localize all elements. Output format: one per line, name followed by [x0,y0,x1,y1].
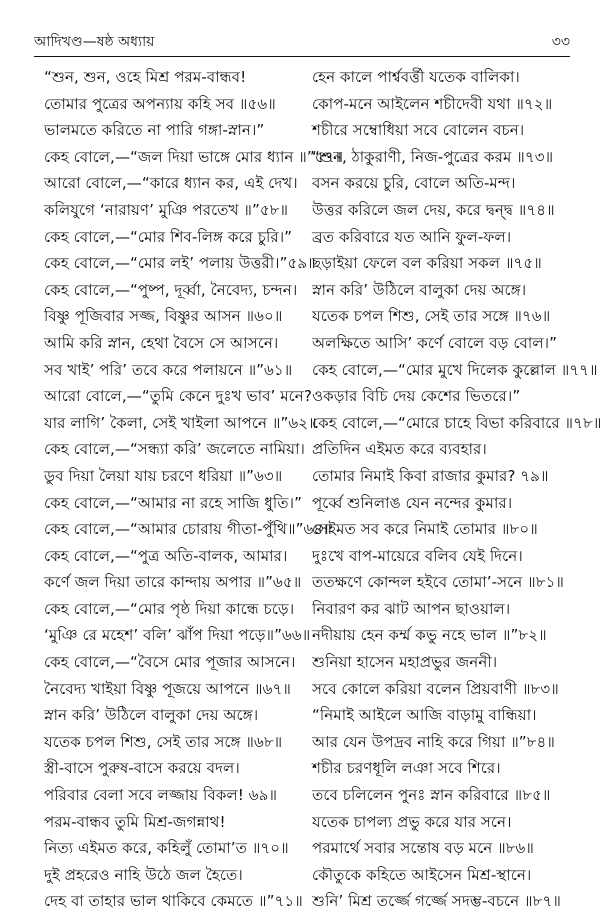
page-header [34,30,570,52]
verse-line: আরো বোলে,—“কারে ধ্যান কর, এই দেখ। [44,174,298,193]
verse-line: কলিযুগে ‘নারায়ণ’ মুঞি পরতেখ ॥”৫৮॥ [44,200,289,219]
verse-line: আমি করি স্নান, হেথা বৈসে সে আসনে। [44,333,279,352]
verse-line: পূর্ব্বে শুনিলাঙ যেন নন্দের কুমার। [312,493,513,512]
verse-line: দুই প্রহরেও নাহি উঠে জল হৈতে। [44,865,243,884]
verse-line: ডুব দিয়া লৈয়া যায় চরণে ধরিয়া ॥”৬৩॥ [44,466,283,485]
verse-line: কর্ণে জল দিয়া তারে কান্দায় অপার ॥”৬৫॥ [44,573,302,592]
verse-line: দেহ বা তাহার ভাল থাকিবে কেমতে ॥”৭১॥ [44,892,303,911]
verse-line: কেহ বোলে,—“জল দিয়া ভাঙ্গে মোর ধ্যান ॥”৫৭॥ [44,147,344,166]
verse-line: যতেক চাপল্য প্রভু করে যার সনে। [312,812,512,831]
left-column [44,64,344,915]
verse-line: “শুন, ঠাকুরাণী, নিজ-পুত্রের করম ॥৭৩॥ [312,147,554,166]
verse-line: কেহ বোলে,—“মোর পৃষ্ঠ দিয়া কান্ধে চড়ে। [44,599,295,618]
verse-line: কেহ বোলে,—“মোর শিব-লিঙ্গ করে চুরি।” [44,227,293,246]
verse-line: কোপ-মনে আইলেন শচীদেবী যথা ॥৭২॥ [312,94,553,113]
verse-line: ‘মুঞি রে মহেশ’ বলি’ ঝাঁপ দিয়া পড়ে॥”৬৬॥ [44,626,311,645]
page-number: ৩৩ [551,34,570,50]
verse-line: পরমার্থে সবার সন্তোষ বড় মনে ॥৮৬॥ [312,839,535,858]
verse-line: কৌতুকে কহিতে আইসেন মিশ্র-স্থানে। [312,865,532,884]
verse-line: যতেক চপল শিশু, সেই তার সঙ্গে ॥৬৮॥ [44,732,283,751]
verse-line: যার লাগি’ কৈলা, সেই খাইলা আপনে ॥”৬২॥ [44,413,317,432]
right-column [312,64,601,915]
verse-line: স্নান করি’ উঠিলে বালুকা দেয় অঙ্গে। [312,280,527,299]
verse-line: কেহ বোলে,—“বৈসে মোর পূজার আসনে। [44,653,296,672]
verse-line: হেন কালে পার্শ্ববর্ত্তী যতেক বালিকা। [312,68,520,86]
verse-line: কেহ বোলে,—“আমার না রহে সাজি ধুতি।” [44,493,302,512]
verse-line: তোমার পুত্রের অপন্যায় কহি সব ॥৫৬॥ [44,94,276,113]
verse-line: নদীয়ায় হেন কর্ম্ম কভু নহে ভাল ॥”৮২॥ [312,626,547,645]
verse-line: ভালমতে করিতে না পারি গঙ্গা-স্নান।” [44,121,265,140]
verse-line: তোমার নিমাই কিবা রাজার কুমার? ৭৯॥ [312,466,549,485]
verse-line: আর যেন উপদ্রব নাহি করে গিয়া ॥”৮৪॥ [312,732,555,751]
verse-line: বসন করয়ে চুরি, বোলে অতি-মন্দ। [312,174,516,193]
verse-line: ওকড়ার বিচি দেয় কেশের ভিতরে।” [312,387,521,406]
verse-line: সেইমত সব করে নিমাই তোমার ॥৮০॥ [312,520,538,539]
verse-line: কেহ বোলে,—“মোর মুখে দিলেক কুল্লোল ॥৭৭॥ [312,360,598,379]
verse-line: বিষ্ণু পূজিবার সজ্জ, বিষ্ণুর আসন ॥৬০॥ [44,307,283,326]
verse-line: আরো বোলে,—“তুমি কেনে দুঃখ ভাব’ মনে? [44,387,312,406]
verse-line: ছড়াইয়া ফেলে বল করিয়া সকল ॥৭৫॥ [312,254,542,273]
header-rule [34,56,570,57]
verse-line: শচীরে সম্বোধিয়া সবে বোলেন বচন। [312,121,525,140]
verse-line: কেহ বোলে,—“আমার চোরায় গীতা-পুঁথি॥”৬৪॥ [44,520,332,539]
verse-line: অলক্ষিতে আসি’ কর্ণে বোলে বড় বোল।” [312,333,557,352]
running-title: আদিখণ্ড—ষষ্ঠ অধ্যায় [34,34,155,50]
verse-line: শুনিয়া হাসেন মহাপ্রভুর জননী। [312,653,498,672]
verse-line: পরম-বান্ধব তুমি মিশ্র-জগন্নাথ! [44,812,226,831]
verse-line: ব্রত করিবারে যত আনি ফুল-ফল। [312,227,512,246]
verse-line: নিবারণ কর ঝাট আপন ছাওয়াল। [312,599,511,618]
verse-line: শচীর চরণধূলি লঞা সবে শিরে। [312,759,501,778]
verse-line: সবে কোলে করিয়া বলেন প্রিয়বাণী ॥৮৩॥ [312,679,559,698]
verse-line: স্ত্রী-বাসে পুরুষ-বাসে করয়ে বদল। [44,759,240,778]
verse-line: “নিমাই আইলে আজি বাড়ামু বান্ধিয়া। [312,706,537,725]
verse-line: ততক্ষণে কোন্দল হইবে তোমা’-সনে ॥৮১॥ [312,573,565,592]
verse-line: উত্তর করিলে জল দেয়, করে দ্বন্দ্ব ॥৭৪॥ [312,200,555,219]
verse-line: কেহ বোলে,—“পুষ্প, দূর্ব্বা, নৈবেদ্য, চন্দন। [44,280,298,299]
verse-line: সব খাই’ পরি’ তবে করে পলায়নে ॥”৬১॥ [44,360,293,379]
verse-line: “শুন, শুন, ওহে মিশ্র পরম-বান্ধব! [44,68,247,86]
verse-line: নিত্য এইমত করে, কহিলুঁ তোমা’ত ॥৭০॥ [44,839,289,858]
verse-line: কেহ বোলে,—“সন্ধ্যা করি’ জলেতে নামিয়া। [44,440,305,459]
verse-line: স্নান করি’ উঠিলে বালুকা দেয় অঙ্গে। [44,706,259,725]
verse-line: তবে চলিলেন পুনঃ স্নান করিবারে ॥৮৫॥ [312,786,551,805]
verse-line: দুঃখে বাপ-মায়েরে বলিব যেই দিনে। [312,546,523,565]
verse-line: নৈবেদ্য খাইয়া বিষ্ণু পূজয়ে আপনে ॥৬৭॥ [44,679,291,698]
verse-line: কেহ বোলে,—“মোর লই’ পলায় উত্তরী।”৫৯॥ [44,254,316,273]
verse-line: কেহ বোলে,—“মোরে চাহে বিভা করিবারে ॥৭৮॥ [312,413,601,432]
verse-line: কেহ বোলে,—“পুত্র অতি-বালক, আমার। [44,546,288,565]
verse-line: পরিবার বেলা সবে লজ্জায় বিকল! ৬৯॥ [44,786,278,805]
verse-line: প্রতিদিন এইমত করে ব্যবহার। [312,440,487,459]
verse-line: যতেক চপল শিশু, সেই তার সঙ্গে ॥৭৬॥ [312,307,551,326]
verse-line: শুনি’ মিশ্র তর্জ্জে গর্জ্জে সদম্ভ-বচনে ॥৮৭॥ [312,892,561,911]
